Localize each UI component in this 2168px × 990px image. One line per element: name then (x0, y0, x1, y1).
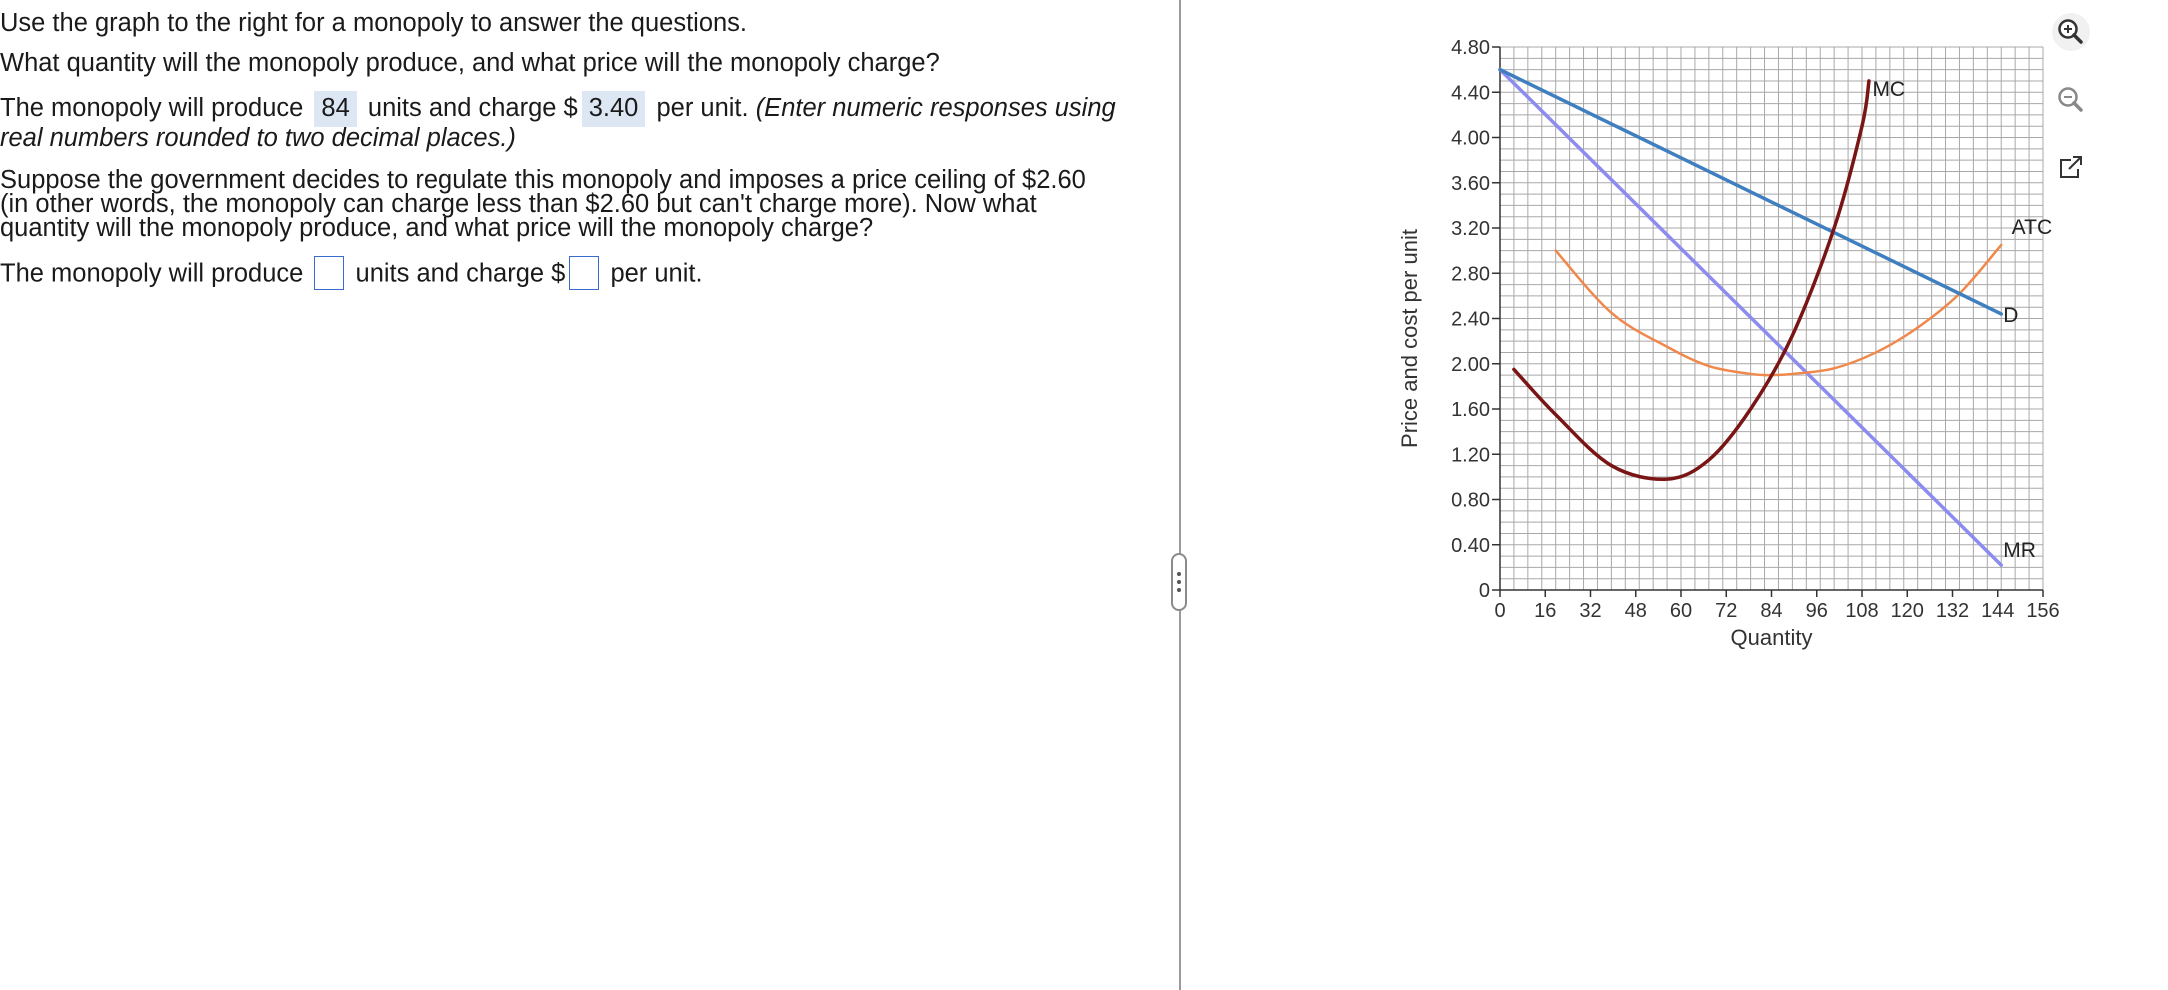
y-tick-label: 2.80 (1451, 263, 1490, 286)
y-tick-label: 1.60 (1451, 399, 1490, 421)
x-tick-label: 48 (1624, 600, 1647, 622)
intro-text: Use the graph to the right for a monopoly to answer the questions. (0, 9, 748, 37)
curve-label-atc: ATC (2011, 216, 2053, 239)
y-tick-label: 0 (1478, 580, 1490, 602)
x-tick-label: 120 (1890, 600, 1924, 622)
answer-2-prefix: The monopoly will produce (0, 259, 304, 288)
x-tick-label: 60 (1669, 600, 1693, 622)
x-tick-label: 0 (1494, 600, 1506, 622)
x-tick-label: 84 (1760, 600, 1783, 622)
curve-label-mc: MC (1872, 77, 1906, 101)
x-tick-label: 16 (1534, 600, 1557, 622)
answer-2-middle: units and charge $ (355, 259, 566, 288)
x-axis-label: Quantity (1730, 625, 1813, 650)
zoom-out-icon[interactable] (2049, 78, 2093, 122)
answer-2-line (0, 258, 703, 292)
monopoly-graph (1380, 20, 2060, 660)
y-tick-label: 1.20 (1451, 444, 1490, 467)
x-tick-label: 144 (1981, 600, 2015, 622)
pane-divider (1179, 0, 1181, 990)
y-tick-label: 0.80 (1451, 489, 1490, 512)
instruction-text: (Enter numeric responses using (755, 94, 1116, 122)
curve-label-d: D (2003, 303, 2019, 327)
answer-1-prefix: The monopoly will produce (0, 94, 304, 122)
answer-1-middle: units and charge $ (367, 94, 578, 122)
question-2-line-3: quantity will the monopoly produce, and what price will the monopoly charge? (0, 214, 874, 242)
y-tick-label: 2.00 (1451, 353, 1490, 376)
answer-2-price-input[interactable] (569, 256, 599, 290)
y-tick-label: 4.40 (1451, 82, 1490, 105)
answer-1-quantity-field[interactable]: 84 (314, 91, 356, 127)
x-tick-label: 96 (1805, 600, 1828, 622)
x-tick-label: 156 (2026, 600, 2060, 622)
external-link-icon[interactable] (2049, 146, 2093, 190)
y-tick-label: 4.80 (1451, 37, 1490, 59)
y-tick-label: 3.60 (1451, 172, 1490, 195)
answer-2-suffix: per unit. (610, 259, 703, 288)
question-2-line-2: (in other words, the monopoly can charge less than $2.60 but can't charge more). Now what (0, 190, 1037, 218)
x-tick-label: 32 (1579, 600, 1602, 622)
y-axis-label: Price and cost per unit (1397, 229, 1422, 448)
instruction-text-2: real numbers rounded to two decimal places.) (0, 124, 516, 152)
y-tick-label: 2.40 (1451, 308, 1490, 331)
answer-1-price-field[interactable]: 3.40 (582, 91, 646, 127)
x-tick-label: 132 (1935, 600, 1970, 622)
answer-1-suffix: per unit. (656, 94, 749, 122)
x-tick-label: 72 (1715, 600, 1738, 622)
curve-label-mr: MR (2003, 539, 2036, 563)
zoom-in-icon[interactable] (2049, 10, 2093, 54)
x-tick-label: 108 (1845, 600, 1879, 622)
marginal-cost-curve (1514, 81, 1869, 479)
question-2-line-1: Suppose the government decides to regulate this monopoly and imposes a price ceiling of $2.60 (0, 166, 1086, 194)
y-tick-label: 0.40 (1451, 534, 1490, 557)
y-tick-label: 4.00 (1451, 127, 1490, 150)
answer-2-quantity-input[interactable] (314, 256, 344, 290)
resize-handle[interactable] (1171, 553, 1187, 611)
question-1-text: What quantity will the monopoly produce, and what price will the monopoly charge? (0, 49, 940, 77)
answer-1-line (0, 91, 1116, 127)
y-tick-label: 3.20 (1451, 218, 1490, 240)
